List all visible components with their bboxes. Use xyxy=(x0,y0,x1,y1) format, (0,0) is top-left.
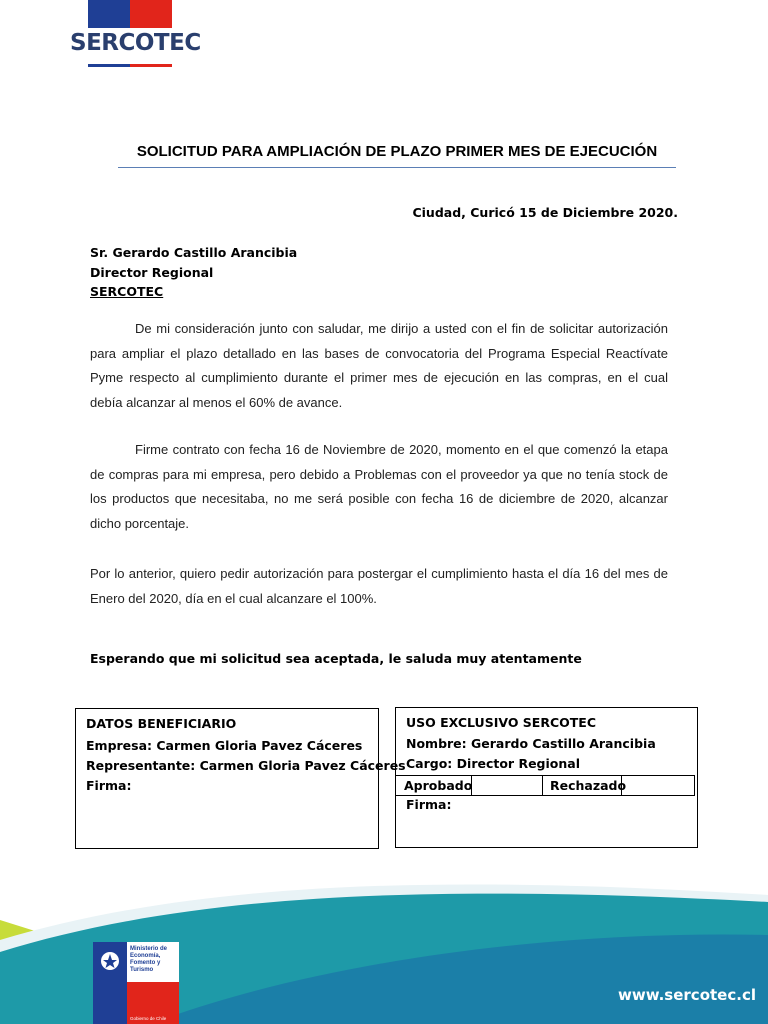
recipient-block xyxy=(90,243,297,302)
rejected-cell: Rechazado xyxy=(543,776,622,795)
ministry-logo xyxy=(93,942,179,1024)
sercotec-heading: USO EXCLUSIVO SERCOTEC xyxy=(406,715,596,730)
document-date: Ciudad, Curicó 15 de Diciembre 2020. xyxy=(412,205,678,220)
sercotec-name: Nombre: Gerardo Castillo Arancibia xyxy=(406,736,656,751)
paragraph-1: De mi consideración junto con saludar, me dirijo a usted con el fin de solicitar autorización para ampliar el plazo detallado en las bases de convocatoria del Programa Especial Reactívate Pyme respecto al cumplimiento durante el primer mes de ejecución en las compras, en el cual debía alcanzar al menos el 60% de avance. xyxy=(90,321,668,410)
recipient-org: SERCOTEC xyxy=(90,284,164,299)
ministry-name: Ministerio de Economía, Fomento y Turismo xyxy=(130,946,168,973)
paragraph-2: Firme contrato con fecha 16 de Noviembre de 2020, momento en el que comenzó la etapa de compras para mi empresa, pero debido a Problemas con el proveedor ya que no tenía stock de los productos que necesitaba, no me será posible con fecha 16 de diciembre de 2020, alcanzar dicho porcentaje. xyxy=(90,442,668,531)
closing-line: Esperando que mi solicitud sea aceptada, le saluda muy atentamente xyxy=(90,651,582,666)
beneficiary-box xyxy=(75,708,406,849)
logo-text: SERCOTEC xyxy=(70,30,201,56)
government-label: Gobierno de Chile xyxy=(130,1016,167,1021)
document-title: SOLICITUD PARA AMPLIACIÓN DE PLAZO PRIMER MES DE EJECUCIÓN xyxy=(118,143,676,168)
sercotec-logo xyxy=(70,0,201,70)
website-link[interactable]: www.sercotec.cl xyxy=(618,986,756,1004)
recipient-role: Director Regional xyxy=(90,264,214,280)
beneficiary-signature-label: Firma: xyxy=(86,778,132,793)
coat-of-arms-icon xyxy=(99,950,121,972)
logo-flag-icon xyxy=(88,0,172,28)
sercotec-signature-label: Firma: xyxy=(406,797,452,812)
paragraph-3: Por lo anterior, quiero pedir autorización para postergar el cumplimiento hasta el día 16 del mes de Enero del 2020, día en el cual alcanzare el 100%. xyxy=(90,566,668,606)
beneficiary-company: Empresa: Carmen Gloria Pavez Cáceres xyxy=(86,738,363,753)
approved-cell: Aprobado xyxy=(396,776,472,795)
recipient-name: Sr. Gerardo Castillo Arancibia xyxy=(90,245,298,260)
approval-row xyxy=(396,775,695,796)
sercotec-box xyxy=(395,707,698,848)
beneficiary-representative: Representante: Carmen Gloria Pavez Cáceres xyxy=(86,758,406,773)
logo-underline xyxy=(88,64,172,67)
sercotec-position: Cargo: Director Regional xyxy=(406,756,580,771)
approved-checkbox-cell xyxy=(473,776,543,795)
beneficiary-heading: DATOS BENEFICIARIO xyxy=(86,716,237,731)
